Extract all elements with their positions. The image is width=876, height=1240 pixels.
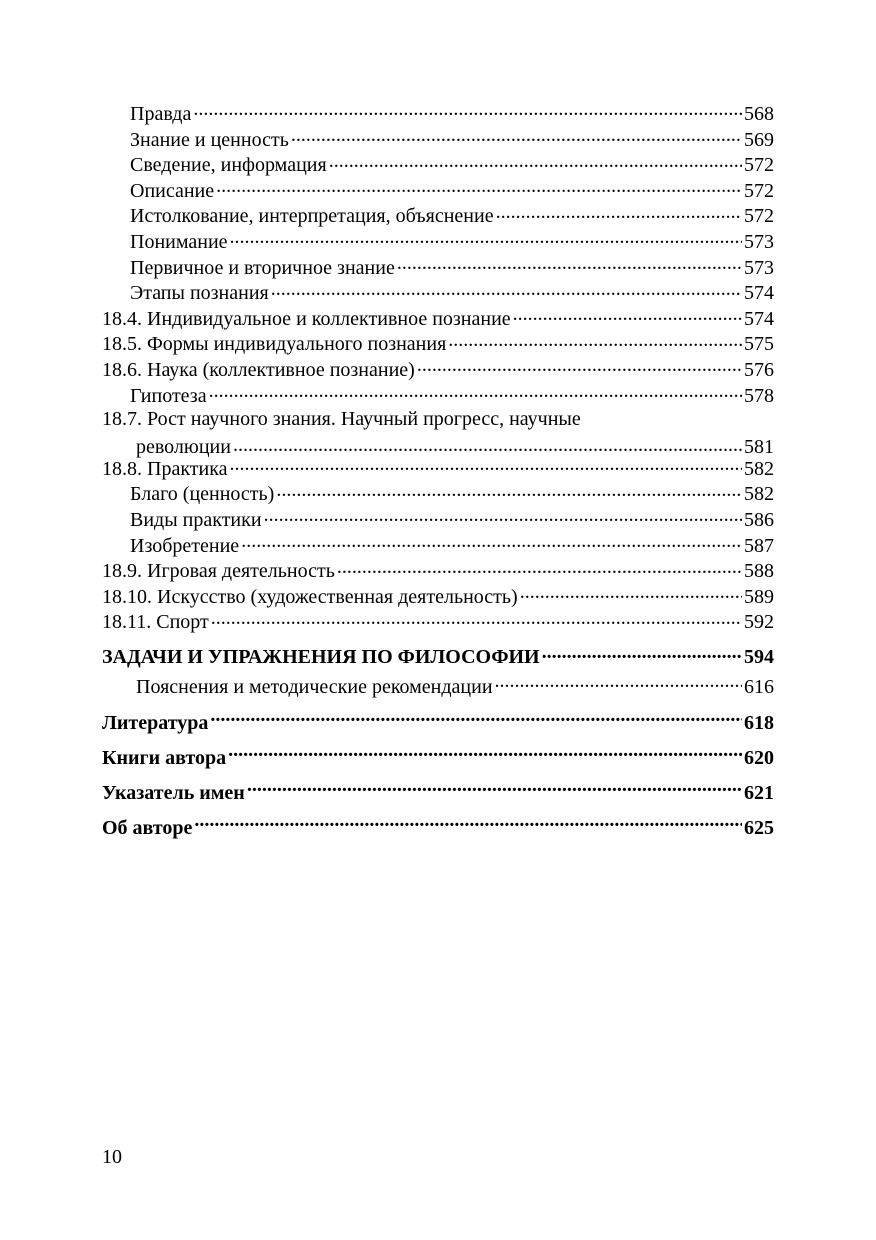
toc-entry-page: 592 (744, 611, 774, 634)
toc-entry-page: 572 (744, 205, 774, 228)
toc-entry-page: 581 (744, 435, 774, 458)
toc-entry-title: Пояснения и методические рекомендации (136, 675, 493, 698)
toc-entry (102, 151, 774, 177)
toc-entry (102, 202, 774, 228)
dot-leader (211, 608, 742, 628)
toc-entry-title: Указатель имен (102, 781, 245, 804)
toc-entry (102, 279, 774, 305)
toc-entry (102, 228, 774, 254)
dot-leader (448, 330, 742, 350)
toc-entry-title: Виды практики (130, 508, 262, 531)
toc-entry-title: 18.4. Индивидуальное и коллективное познание (102, 307, 511, 330)
toc-entry-title: Первичное и вторичное знание (130, 256, 395, 279)
toc-entry (102, 100, 774, 126)
dot-leader (264, 506, 742, 526)
dot-leader (241, 532, 742, 552)
toc-entry-page: 572 (744, 154, 774, 177)
dot-leader (216, 177, 742, 197)
dot-leader (233, 433, 742, 453)
dot-leader (230, 228, 742, 248)
toc-back-matter-entry (102, 776, 774, 811)
toc-entry-title: Описание (130, 179, 215, 202)
dot-leader (209, 382, 742, 402)
table-of-contents (102, 100, 774, 846)
toc-entry (102, 330, 774, 356)
toc-entry (102, 177, 774, 203)
dot-leader (397, 254, 742, 274)
toc-entry-title: 18.5. Формы индивидуального познания (102, 333, 447, 356)
toc-entry-title: Истолкование, интерпретация, объяснение (130, 205, 494, 228)
toc-entry-page: 574 (744, 307, 774, 330)
toc-entry-page: 621 (744, 781, 774, 804)
toc-entry (102, 305, 774, 331)
toc-entry-title: революции (136, 435, 231, 458)
toc-entry (102, 455, 774, 481)
toc-entry-page: 587 (744, 534, 774, 557)
toc-entry-title: 18.6. Наука (коллективное познание) (102, 358, 415, 381)
toc-entry-page: 575 (744, 333, 774, 356)
toc-entry-title: Правда (130, 103, 192, 125)
dot-leader (247, 779, 742, 799)
dot-leader (291, 126, 742, 146)
page-number: 10 (102, 1146, 122, 1168)
dot-leader (193, 100, 742, 120)
toc-entry-title: Изобретение (130, 534, 240, 557)
toc-entry-title: Сведение, информация (130, 154, 327, 177)
toc-entry-page: 625 (744, 816, 774, 839)
toc-entry (102, 506, 774, 532)
toc-entry-title: 18.10. Искусство (художественная деятельность) (102, 585, 518, 608)
toc-chapter-heading (102, 642, 774, 672)
toc-entry (102, 407, 774, 433)
toc-entry-title: 18.11. Спорт (102, 611, 209, 634)
toc-entry-page: 616 (744, 675, 774, 698)
toc-entry-title: Этапы познания (130, 282, 269, 305)
toc-entry-title: 18.9. Игровая деятельность (102, 560, 335, 583)
dot-leader (210, 709, 742, 729)
dot-leader (495, 673, 742, 693)
dot-leader (520, 583, 742, 603)
toc-entry (102, 557, 774, 583)
toc-back-matter-entry (102, 811, 774, 846)
toc-entry-page: 618 (744, 711, 774, 734)
toc-back-matter-entry (102, 741, 774, 776)
dot-leader (329, 151, 742, 171)
toc-entry-title: 18.7. Рост научного знания. Научный прогресс, научные (102, 408, 581, 431)
toc-entry-page: 588 (744, 560, 774, 583)
toc-entry-title: Понимание (130, 230, 228, 253)
toc-entry-title: Гипотеза (130, 384, 207, 407)
toc-entry (102, 480, 774, 506)
toc-entry-title: 18.8. Практика (102, 457, 228, 480)
toc-entry (102, 356, 774, 382)
dot-leader (271, 279, 742, 299)
dot-leader (276, 480, 742, 500)
dot-leader (496, 202, 742, 222)
toc-entry-title: ЗАДАЧИ И УПРАЖНЕНИЯ ПО ФИЛОСОФИИ (102, 645, 540, 668)
toc-entry (102, 382, 774, 408)
toc-entry-page: 589 (744, 585, 774, 608)
toc-entry (102, 583, 774, 609)
toc-entry-page: 582 (744, 457, 774, 480)
toc-entry (102, 608, 774, 634)
toc-entry-title: Литература (102, 711, 209, 734)
dot-leader (230, 455, 742, 475)
toc-entry-page: 573 (744, 256, 774, 279)
toc-entry-title: Благо (ценность) (130, 483, 275, 506)
toc-entry (102, 672, 774, 702)
toc-entry-page: 578 (744, 384, 774, 407)
dot-leader (337, 557, 742, 577)
dot-leader (194, 814, 742, 834)
toc-entry-page: 620 (744, 746, 774, 769)
toc-entry-page: 574 (744, 282, 774, 305)
toc-entry-page: 568 (744, 103, 774, 125)
toc-entry-page: 582 (744, 483, 774, 506)
toc-entry-page: 594 (744, 645, 774, 668)
toc-entry-title: Книги автора (102, 746, 227, 769)
toc-entry-title: Об авторе (102, 816, 193, 839)
dot-leader (542, 643, 742, 663)
toc-entry-title: Знание и ценность (130, 128, 289, 151)
toc-entry-page: 572 (744, 179, 774, 202)
dot-leader (417, 356, 742, 376)
toc-entry-page: 586 (744, 508, 774, 531)
dot-leader (228, 744, 742, 764)
toc-entry (102, 126, 774, 152)
toc-entry-page: 569 (744, 128, 774, 151)
toc-entry-continuation (102, 433, 774, 458)
toc-entry (102, 532, 774, 558)
toc-entry-page: 573 (744, 230, 774, 253)
toc-entry-page: 576 (744, 358, 774, 381)
toc-entry (102, 254, 774, 280)
dot-leader (513, 305, 742, 325)
toc-back-matter-entry (102, 706, 774, 741)
